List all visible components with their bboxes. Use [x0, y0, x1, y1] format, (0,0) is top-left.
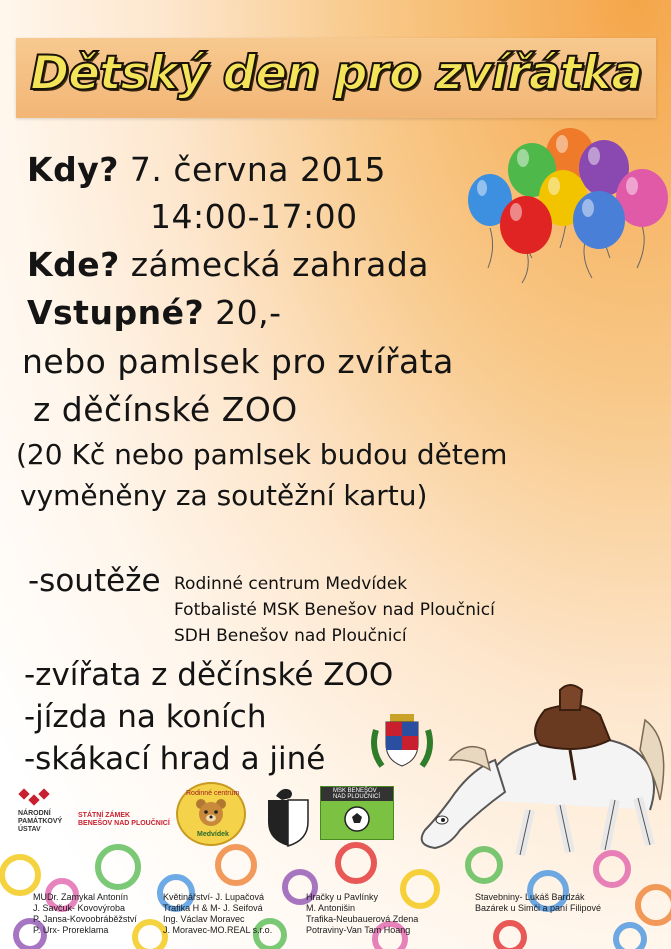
balloons-icon [466, 128, 671, 288]
npu-mark-icon [18, 788, 52, 808]
sponsor-column [163, 892, 272, 936]
organizer-2: Fotbalisté MSK Benešov nad Ploučnicí [174, 600, 495, 620]
sponsor-item: Potraviny-Van Tam Hoang [306, 925, 411, 935]
activity-item: -jízda na koních [24, 699, 267, 735]
when-line [27, 150, 386, 189]
zamek-text: BENEŠOV NAD PLOUČNICÍ [78, 820, 170, 827]
msk-text: MSK BENEŠOV [333, 788, 377, 794]
npu-text: ÚSTAV [18, 826, 41, 833]
activity-item: -skákací hrad a jiné [24, 741, 326, 777]
title-banner [16, 38, 656, 118]
when-time: 14:00-17:00 [150, 197, 358, 236]
organizer-1: Rodinné centrum Medvídek [174, 574, 408, 594]
horse-icon [410, 680, 671, 860]
note-line-2: vyměněny za soutěžní kartu) [20, 479, 428, 512]
sponsor-item: Hračky u Pavlínky [306, 892, 379, 902]
sponsor-item: J. Moravec-MO.REAL s.r.o. [163, 925, 273, 935]
sponsor-item: Stavebniny- Lukáš Bardzák [475, 892, 585, 902]
sponsor-column [475, 892, 601, 914]
where-line [27, 245, 429, 284]
msk-text: NAD PLOUČNICÍ [333, 794, 381, 800]
page-title: Dětský den pro zvířátka [30, 46, 642, 101]
sponsor-item: Trafika-Neubauerová Zdena [306, 914, 419, 924]
npu-logo [16, 788, 170, 838]
when-label: Kdy? [27, 150, 119, 189]
activity-item: -zvířata z děčínské ZOO [24, 657, 394, 693]
competitions-label: -soutěže [28, 563, 161, 599]
medvidek-text: Rodinné centrum [186, 790, 240, 797]
sponsor-item: Květinářství- J. Lupačová [163, 892, 265, 902]
zamek-text: STÁTNÍ ZÁMEK [78, 812, 131, 819]
admission-alt-2: z děčínské ZOO [33, 390, 298, 429]
admission-label: Vstupné? [27, 293, 205, 332]
sponsor-item: J. Savčuk- Kovovýroba [33, 903, 126, 913]
sponsor-item: Ing. Václav Moravec [163, 914, 245, 924]
medvidek-name: Medvídek [197, 831, 229, 838]
where-label: Kde? [27, 245, 120, 284]
admission-line [27, 293, 281, 332]
sponsor-item: Bazárek u Simči a paní Filipové [475, 903, 602, 913]
sponsor-column [306, 892, 418, 936]
msk-logo [320, 786, 394, 840]
npu-text: NÁRODNÍ [18, 810, 51, 817]
note-line-1: (20 Kč nebo pamlsek budou dětem [16, 438, 508, 471]
admission-price: 20,- [215, 293, 282, 332]
when-date: 7. června 2015 [129, 150, 386, 189]
organizer-3: SDH Benešov nad Ploučnicí [174, 626, 407, 646]
football-icon [343, 805, 371, 833]
sponsor-item: P. Jansa-Kovoobráběžství [33, 914, 137, 924]
sponsor-item: P. Urx- Proreklama [33, 925, 109, 935]
sponsor-item: Trafika H & M- J. Seifová [163, 903, 263, 913]
sponsor-item: M. Antonišin [306, 903, 356, 913]
sponsor-item: MUDr. Zamykal Antonín [33, 892, 129, 902]
sponsor-column [33, 892, 137, 936]
where-place: zámecká zahrada [130, 245, 430, 284]
admission-alt-1: nebo pamlsek pro zvířata [22, 342, 454, 381]
bear-icon [195, 798, 227, 828]
npu-text: PAMÁTKOVÝ [18, 818, 63, 825]
